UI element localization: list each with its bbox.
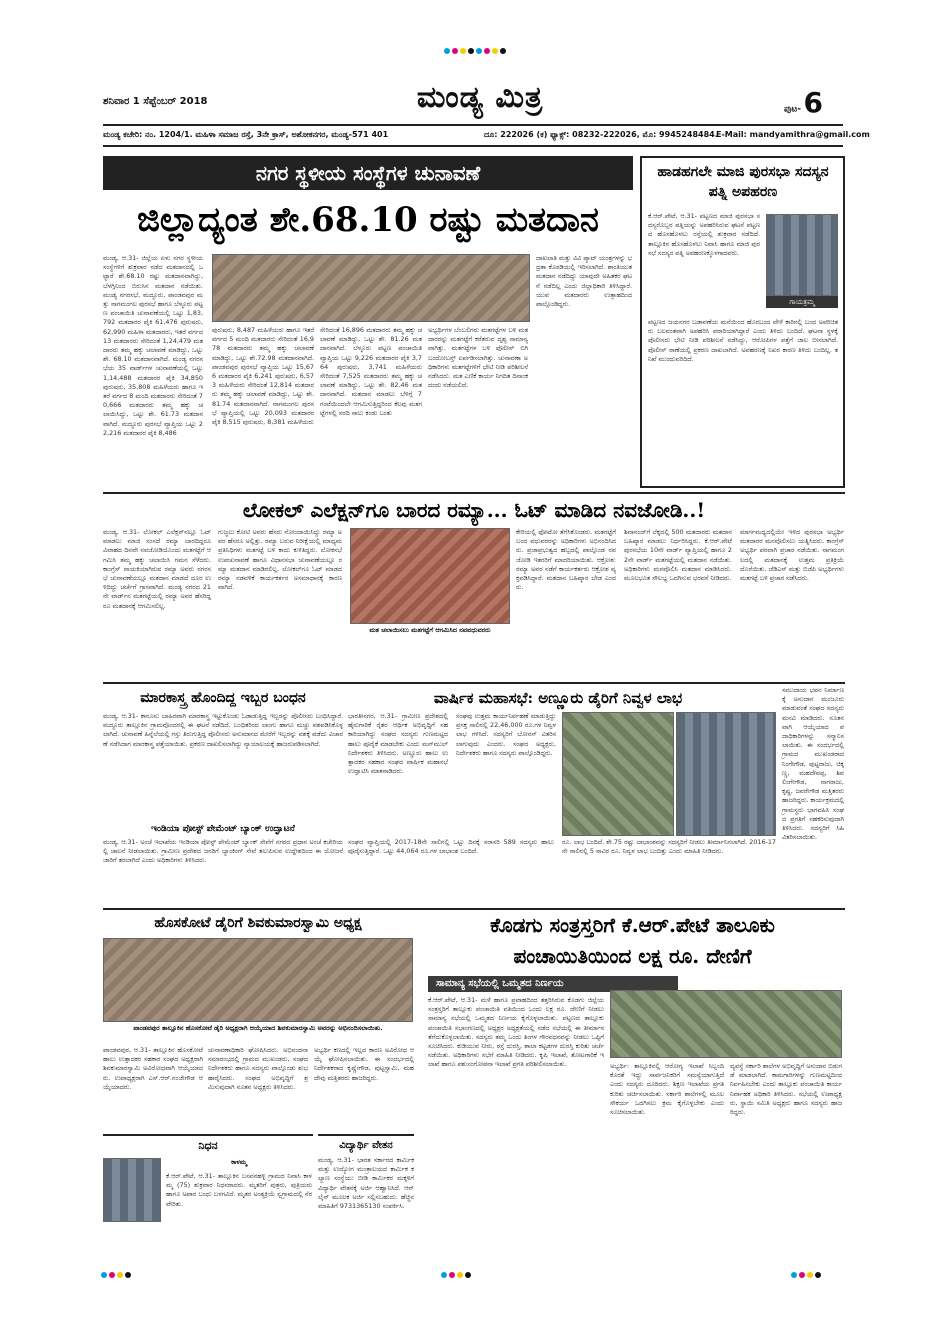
story1-col5: ದಾಖಲಾತಿ ಮತ್ತು ವಿವಿ ಪ್ಯಾಟ್ ಯಂತ್ರಗಳನ್ನು ಭದ್ರತಾ ಕೊಠಡಿಯಲ್ಲಿ ಇರಿಸಲಾಗಿದೆ. ಶಾಂತಿಯುತ ಮತದಾನ ನಡೆದಿದ್ದು ಯಾವುದೇ ಅಹಿತಕರ ಘಟನೆ ನಡೆದಿಲ್ಲ ಎಂದು ಜಿಲ್ಲಾಧಿಕಾರಿ ತಿಳಿಸಿದ್ದಾರೆ. ಯುವ ಮತದಾರರು ಉತ್ಸಾಹದಿಂದ ಪಾಲ್ಗೊಂಡಿದ್ದರು. [536,254,632,309]
story7-text: ಸಮುದಾಯ ಭವನ ನಿರ್ಮಾಣಕ್ಕೆ ಅನುದಾನ ಮಂಜೂರು ಮಾಡುವಂತೆ ಸಂಘದ ಸದಸ್ಯರು ಮನವಿ ಮಾಡಿದರು. ನೂತನವಾಗಿ ಆಯ್ಕೆಯಾದ ಪದಾಧಿಕಾರಿಗಳನ್ನು ಸನ್ಮಾನಿಸಲಾಯಿತು. ಈ ಸಂದರ್ಭದಲ್ಲಿ ಗ್ರಾಮದ ಮುಖಂಡರಾದ ನಿಂಗೇಗೌಡ, ಪುಟ್ಟರಾಜು, ಚಿಕ್ಕಣ್ಣ, ಮಹದೇವಪ್ಪ, ಶಿವಲಿಂಗೇಗೌಡ, ನಾಗರಾಜು, ಕೃಷ್ಣ, ಜವರೇಗೌಡ ಮತ್ತಿತರರು ಹಾಜರಿದ್ದರು. ಕಾರ್ಯಕ್ರಮದಲ್ಲಿ ಗ್ರಾಮಸ್ಥರು ಭಾಗವಹಿಸಿ ಸಂಘದ ಪ್ರಗತಿಗೆ ಸಹಕರಿಸುವುದಾಗಿ ತಿಳಿಸಿದರು. ಸದಸ್ಯರಿಗೆ ಸಿಹಿ ವಿತರಿಸಲಾಯಿತು. [782,686,845,842]
story5-headline: ಹೊಸಕೋಟೆ ಡೈರಿಗೆ ಶಿವಕುಮಾರಸ್ವಾಮಿ ಅಧ್ಯಕ್ಷ [154,915,362,931]
story2-col5: ಮಾರ್ಗಮಧ್ಯದಲ್ಲಿಯೇ ಇಳಿದ ಪುರಸಭಾ ಅಭ್ಯರ್ಥಿ ಮತದಾರರ ಮನವೊಲಿಸಲು ಯತ್ನಿಸಿದರು. ಕಾಂಗ್ರೆಸ್ ಅಭ್ಯರ್ಥಿ ಪರವಾಗಿ ಪ್ರಚಾರ ನಡೆಯಿತು. ನಾಗಮಂಗಲದಲ್ಲಿ ಮತದಾನಕ್ಕೆ ಉತ್ತಮ ಪ್ರತಿಕ್ರಿಯೆ ದೊರೆಯಿತು. ಜೆಡಿಎಸ್ ಮತ್ತು ಬಿಜೆಪಿ ಅಭ್ಯರ್ಥಿಗಳು ಮತಗಟ್ಟೆ ಬಳಿ ಪ್ರಚಾರ ನಡೆಸಿದರು. [740,528,844,583]
story5-photo-caption: ಪಾಂಡವಪುರ ತಾಲ್ಲೂಕಿನ ಹೊಸಕೋಟೆ ಡೈರಿ ಅಧ್ಯಕ್ಷರಾಗಿ ಆಯ್ಕೆಯಾದ ಶಿವಕುಮಾರಸ್ವಾಮಿ ಅವರನ್ನು ಅಭಿನಂದಿಸಲಾಯಿತು. [133,1024,383,1032]
story3-headline: ಮಾರಕಾಸ್ತ್ರ ಹೊಂದಿದ್ದ ಇಬ್ಬರ ಬಂಧನ [140,690,306,706]
sidebar1-text1: ಕೆ.ಆರ್.ಪೇಟೆ, ಆ.31- ಪಟ್ಟಣದ ಮಾಜಿ ಪುರಸಭಾ ಸದಸ್ಯರೊಬ್ಬರ ಪತ್ನಿಯನ್ನು ಅಪಹರಿಸಿರುವ ಘಟನೆ ಪಟ್ಟಣದ ಹೊಸಹೊಳಲು ರಸ್ತೆಯಲ್ಲಿ ಶುಕ್ರವಾರ ನಡೆದಿದೆ. ತಾಲ್ಲೂಕಿನ ಹೊಸಹೊಳಲು ನಿವಾಸಿ ಹಾಗೂ ಮಾಜಿ ಪುರಸಭೆ ಸದಸ್ಯರ ಪತ್ನಿ ಅಪಹರಣಕ್ಕೊಳಗಾದವರು. [648,212,760,257]
sidebar1-headline: ಹಾಡಹಗಲೇ ಮಾಜಿ ಪುರಸಭಾ ಸದಸ್ಯನ ಪತ್ನಿ ಅಪಹರಣ [657,164,829,200]
story3-text: ಮಂಡ್ಯ, ಆ.31- ಕಾನೂನು ಬಾಹಿರವಾಗಿ ಮಾರಕಾಸ್ತ್ರ ಇಟ್ಟುಕೊಂಡು ಓಡಾಡುತ್ತಿದ್ದ ಇಬ್ಬರನ್ನು ಪೊಲೀಸರು ಬಂಧಿಸಿದ್ದಾರೆ. ಮದ್ದೂರು ತಾಲ್ಲೂಕಿನ ಗ್ರಾಮವೊಂದರಲ್ಲಿ ಈ ಘಟನೆ ನಡೆದಿದೆ. ಬಂಧಿತರಿಂದ ಲಾಂಗು ಹಾಗೂ ಮಚ್ಚು ವಶಪಡಿಸಿಕೊಳ್ಳಲಾಗಿದೆ. ಚುನಾವಣೆ ಹಿನ್ನೆಲೆಯಲ್ಲಿ ಗಸ್ತು ತಿರುಗುತ್ತಿದ್ದ ಪೊಲೀಸರು ಅನುಮಾನದ ಮೇರೆಗೆ ಇಬ್ಬರನ್ನು ವಶಕ್ಕೆ ಪಡೆದು ವಿಚಾರಣೆ ನಡೆಸಿದಾಗ ಮಾರಕಾಸ್ತ್ರ ಪತ್ತೆಯಾಯಿತು. ಪ್ರಕರಣ ದಾಖಲಿಸಲಾಗಿದ್ದು ನ್ಯಾಯಾಲಯಕ್ಕೆ ಹಾಜರುಪಡಿಸಲಾಗಿದೆ. [103,712,343,748]
obituary-name: ಕಾಳಮ್ಮ [231,1158,247,1166]
story2-photo-caption: ಮತ ಚಲಾಯಿಸಲು ಮತಗಟ್ಟೆಗೆ ಆಗಮಿಸಿದ ನವವಧುವರರು [369,626,491,634]
sidebar1-text2: ಪಟ್ಟಣದ ಜಯನಗರ ಬಡಾವಣೆಯ ಮನೆಯಿಂದ ಹೊರಬಂದ ವೇಳೆ ಕಾರಿನಲ್ಲಿ ಬಂದ ಅಪರಿಚಿತರು ಬಲವಂತವಾಗಿ ಅಪಹರಿಸಿ ಪರಾರಿಯಾಗಿದ್ದಾರೆ ಎಂದು ತಿಳಿದು ಬಂದಿದೆ. ಘಟನಾ ಸ್ಥಳಕ್ಕೆ ಪೊಲೀಸರು ಭೇಟಿ ನೀಡಿ ಪರಿಶೀಲನೆ ನಡೆಸಿದ್ದು, ಆರೋಪಿಗಳ ಪತ್ತೆಗೆ ಜಾಲ ಬೀಸಲಾಗಿದೆ. ಪೊಲೀಸ್ ಠಾಣೆಯಲ್ಲಿ ಪ್ರಕರಣ ದಾಖಲಾಗಿದೆ. ಅಪಹರಣಕ್ಕೆ ನಿಖರ ಕಾರಣ ತಿಳಿದು ಬಂದಿಲ್ಲ. ತನಿಖೆ ಮುಂದುವರಿದಿದೆ. [648,318,838,363]
story5-photo-group [103,938,413,1022]
story2-photo-couple [350,528,510,624]
registration-dots-bottom-center [440,1271,500,1281]
story2-col4: ಶಿವಾನಂದ್‌ಗೆ ಲೆಕ್ಕದಲ್ಲಿ 500 ಮತದಾರರು ಮತದಾನ ಬಹಿಷ್ಕಾರ ಮಾಡಲು ನಿರ್ಧರಿಸಿದ್ದರು. ಕೆ.ಆರ್.ಪೇಟೆ ಪುರಸಭೆಯ 10ನೇ ವಾರ್ಡ್ ವ್ಯಾಪ್ತಿಯಲ್ಲಿ ಹಾಗೂ 22ನೇ ವಾರ್ಡ್ ಮತಗಟ್ಟೆಯಲ್ಲಿ ಮತದಾನ ನಡೆಯಿತು. ಅಧಿಕಾರಿಗಳು ಮನವೊಲಿಸಿ ಮತದಾನ ಮಾಡಿಸಿದರು. ಮೂಲಭೂತ ಸೌಲಭ್ಯ ಒದಗಿಸುವ ಭರವಸೆ ನೀಡಿದರು. [624,528,732,583]
issue-date: ಶನಿವಾರ 1 ಸೆಪ್ಟೆಂಬರ್ 2018 [103,96,208,107]
story2-col1: ಮಂಡ್ಯ, ಆ.31- ಲೋಕಲ್ ಎಲೆಕ್ಷನ್‌ನಲ್ಲೂ ಓಟ್ ಮಾಡಲು ಮಾಜಿ ಸಂಸದೆ ರಮ್ಯಾ ಬಾರದಿದ್ದರೂ ವಿವಾಹದ ದಿನವೇ ನವಜೋಡಿಯೊಂದು ಮತಗಟ್ಟೆಗೆ ಆಗಮಿಸಿ ತಮ್ಮ ಹಕ್ಕು ಚಲಾಯಿಸಿ ಗಮನ ಸೆಳೆದರು. ಕಾಂಗ್ರೆಸ್ ನಾಯಕಿಯಾಗಿರುವ ರಮ್ಯಾ ಅವರು ನಗರಸಭೆ ಚುನಾವಣೆಯಲ್ಲೂ ಮತದಾನ ಮಾಡದೆ ದೂರ ಉಳಿದಿದ್ದು ಚರ್ಚೆಗೆ ಗ್ರಾಸವಾಗಿದೆ. ಮಂಡ್ಯ ನಗರದ 21ನೇ ವಾರ್ಡ್‌ನ ಮತಗಟ್ಟೆಯಲ್ಲಿ ರಮ್ಯಾ ಅವರ ಹೆಸರಿದ್ದರೂ ಮತದಾನಕ್ಕೆ ಆಗಮಿಸಲಿಲ್ಲ. [103,528,211,610]
sidebar1-photo [766,214,838,296]
page-number: 6 [803,86,823,119]
page-number-box [784,86,844,122]
story2-col3: ಕೇರಿಯಲ್ಲಿ ಫೋಟೋ ತೆಗೆಸಿಕೊಂಡರು. ಮತಗಟ್ಟೆಗೆ ಬಂದ ವಧುವರರನ್ನು ಅಧಿಕಾರಿಗಳು ಅಭಿನಂದಿಸಿದರು. ಪ್ರಜಾಪ್ರಭುತ್ವದ ಹಬ್ಬದಲ್ಲಿ ಪಾಲ್ಗೊಂಡ ನವಜೋಡಿ ಇತರರಿಗೆ ಮಾದರಿಯಾಯಿತು. ಆಕ್ರೋಶ: ರಮ್ಯಾ ಅವರ ನಡೆಗೆ ಕಾರ್ಯಕರ್ತರು ಆಕ್ರೋಶ ವ್ಯಕ್ತಪಡಿಸಿದ್ದಾರೆ. ಮತದಾನ ಬಹಿಷ್ಕಾರ ಬೇಡ ಎಂದರು. [516,528,616,592]
scholarship-text: ಮಂಡ್ಯ, ಆ.31- ಭಾರತ ಸರ್ಕಾರದ ಕಾರ್ಮಿಕ ಮತ್ತು ಉದ್ಯೋಗ ಮಂತ್ರಾಲಯದ ಕಾರ್ಮಿಕ ಕಲ್ಯಾಣ ಸಂಸ್ಥೆಯು ಬೀಡಿ ಕಾರ್ಮಿಕರ ಮಕ್ಕಳಿಗೆ ವಿದ್ಯಾರ್ಥಿ ವೇತನಕ್ಕೆ ಅರ್ಜಿ ಆಹ್ವಾನಿಸಿದೆ. ಆನ್ ಲೈನ್ ಮೂಲಕ ಅರ್ಜಿ ಸಲ್ಲಿಸಬಹುದು. ಹೆಚ್ಚಿನ ಮಾಹಿತಿಗೆ 9731365130 ಸಂಪರ್ಕಿಸಿ. [318,1156,414,1211]
story4-photo-award [676,712,776,836]
registration-dots-bottom-left [100,1271,160,1281]
registration-dots-top [400,47,550,57]
office-email: E-Mail: mandyamithra@gmail.com [716,130,870,139]
story6-photo-meeting-hall [610,990,842,1058]
story1-col2: ಪುರುಷರು, 8,487 ಮಹಿಳೆಯರು ಹಾಗೂ ಇತರೆ ವರ್ಗದ 5 ಮಂದಿ ಮತದಾರರು ಸೇರಿದಂತೆ 16,978 ಮತದಾರರು ತಮ್ಮ ಹಕ್ಕು ಚಲಾವಣೆ ಮಾಡಿದ್ದು, ಒಟ್ಟು ಶೇ.72.98 ಮತದಾನವಾಗಿದೆ. ಪಾಂಡವಪುರ ಪುರಸಭೆ ವ್ಯಾಪ್ತಿಯ ಒಟ್ಟು 15,676 ಮತದಾರರ ಪೈಕಿ 6,241 ಪುರುಷರು, 6,573 ಮಹಿಳೆಯರು ಸೇರಿದಂತೆ 12,814 ಮತದಾರರು ತಮ್ಮ ಹಕ್ಕು ಚಲಾವಣೆ ಮಾಡಿದ್ದು, ಒಟ್ಟು ಶೇ. 81.74 ಮತದಾನವಾಗಿದೆ. ನಾಗಮಂಗಲ ಪುರಸಭೆ ವ್ಯಾಪ್ತಿಯಲ್ಲಿ ಒಟ್ಟು 20,093 ಮತದಾರರ ಪೈಕಿ 8,515 ಪುರುಷರು, 8,381 ಮಹಿಳೆಯರು [212,326,314,427]
story6-col2: ಅಭ್ಯರ್ಥಿ: ತಾಲ್ಲೂಕಿನಲ್ಲಿ ಆರೋಗ್ಯ ಇಲಾಖೆ ಸಿಬ್ಬಂದಿ ಕೊರತೆ ಇದ್ದು ಸಾರ್ವಜನಿಕರಿಗೆ ಸಮಸ್ಯೆಯಾಗುತ್ತಿದೆ ಎಂದು ಸದಸ್ಯರು ದೂರಿದರು. ಶಿಕ್ಷಣ ಇಲಾಖೆಯ ಪ್ರಗತಿ ಕುರಿತು ಚರ್ಚಿಸಲಾಯಿತು. ಸರ್ಕಾರಿ ಶಾಲೆಗಳಲ್ಲಿ ಮೂಲಸೌಕರ್ಯ ಒದಗಿಸಲು ಕ್ರಮ ಕೈಗೊಳ್ಳಬೇಕು ಎಂದು ಸೂಚಿಸಲಾಯಿತು. [610,1062,724,1117]
obituary-section: ನಿಧನ [198,1139,218,1152]
story6-headline-line1: ಕೊಡಗು ಸಂತ್ರಸ್ತರಿಗೆ ಕೆ.ಆರ್.ಪೇಟೆ ತಾಲೂಕು [490,913,775,937]
story1-col4: ಅಭ್ಯರ್ಥಿಗಳ ಬೆಂಬಲಿಗರು ಮತಗಟ್ಟೆಗಳ ಬಳಿ ಮತದಾರರನ್ನು ಮತಗಟ್ಟೆಗೆ ಕರೆತರುವ ದೃಶ್ಯ ಸಾಮಾನ್ಯವಾಗಿತ್ತು. ಮತಗಟ್ಟೆಗಳ ಬಳಿ ಪೊಲೀಸ್ ಬಿಗಿ ಬಂದೋಬಸ್ತ್ ಏರ್ಪಡಿಸಲಾಗಿತ್ತು. ಚುನಾವಣಾ ಅಧಿಕಾರಿಗಳು ಮತಗಟ್ಟೆಗಳಿಗೆ ಭೇಟಿ ನೀಡಿ ಪರಿಶೀಲನೆ ನಡೆಸಿದರು. ಮತ ಎಣಿಕೆ ಕಾರ್ಯ ನಿಗದಿತ ದಿನಾಂಕದಂದು ನಡೆಯಲಿದೆ. [428,326,528,390]
story1-headline: ಜಿಲ್ಲಾದ್ಯಂತ ಶೇ.68.10 ರಷ್ಟು ಮತದಾನ [137,200,599,240]
registration-dots-bottom-right [790,1271,850,1281]
story4-col3: ಸಂಘದ ವ್ಯಾಪ್ತಿಯಲ್ಲಿ 2017-18ನೇ ಸಾಲಿನಲ್ಲಿ ಒಟ್ಟು ದಿನಕ್ಕೆ ಸರಾಸರಿ 589 ಸದಸ್ಯರು ಹಾಲು ಪೂರೈಸುತ್ತಿದ್ದಾರೆ. ಒಟ್ಟು 44,064 ರೂ.ಗಳ ಲಾಭಾಂಶ ಬಂದಿದೆ. [348,838,554,856]
obituary-text: ಕೆ.ಆರ್.ಪೇಟೆ, ಆ.31- ತಾಲ್ಲೂಕಿನ ಬಸವನಹಳ್ಳಿ ಗ್ರಾಮದ ನಿವಾಸಿ ಕಾಳಮ್ಮ (75) ಶುಕ್ರವಾರ ನಿಧನರಾದರು. ಮೃತರಿಗೆ ಪುತ್ರರು, ಪುತ್ರಿಯರು ಹಾಗೂ ಅಪಾರ ಬಂಧು ಬಳಗವಿದೆ. ಮೃತರ ಅಂತ್ಯಕ್ರಿಯೆ ಸ್ವಗ್ರಾಮದಲ್ಲಿ ನೆರವೇರಿತು. [166,1172,312,1208]
story4-col1: ಭಾರತೀನಗರ, ಆ.31- ಗ್ರಾಮೀಣ ಪ್ರದೇಶದಲ್ಲಿ ಹೈನುಗಾರಿಕೆ ರೈತರ ಆರ್ಥಿಕ ಅಭಿವೃದ್ಧಿಗೆ ಸಹಕಾರಿಯಾಗಿದ್ದು ಸಂಘದ ಸದಸ್ಯರು ಗುಣಮಟ್ಟದ ಹಾಲು ಪೂರೈಕೆ ಮಾಡಬೇಕು ಎಂದು ಮನ್‌ಮುಲ್ ನಿರ್ದೇಶಕರು ತಿಳಿಸಿದರು. ಅಣ್ಣೂರು ಹಾಲು ಉತ್ಪಾದಕರ ಸಹಕಾರ ಸಂಘದ ವಾರ್ಷಿಕ ಮಹಾಸಭೆ ಉದ್ಘಾಟಿಸಿ ಮಾತನಾಡಿದರು. [348,712,448,776]
story5-col3: ಅಭ್ಯರ್ಥಿ ಕಣದಲ್ಲಿ ಇಲ್ಲದ ಕಾರಣ ಅವಿರೋಧ ಆಯ್ಕೆ ಘೋಷಿಸಲಾಯಿತು. ಈ ಸಂದರ್ಭದಲ್ಲಿ ನಿರ್ದೇಶಕರಾದ ಕೃಷ್ಣೇಗೌಡ, ಪುಟ್ಟಸ್ವಾಮಿ, ಮಹದೇವು ಮತ್ತಿತರರು ಹಾಜರಿದ್ದರು. [314,1046,414,1082]
page-label: ಪುಟ- [784,104,801,115]
obituary-rule [103,1134,313,1136]
story1-photo-voters-queue [212,254,530,322]
story3-rule-top [103,682,845,684]
office-address: ಮಂಡ್ಯ ಕಚೇರಿ: ನಂ. 1204/1. ಮಹಿಳಾ ಸಮಾಜ ರಸ್ತೆ, 3ನೇ ಕ್ರಾಸ್, ಅಶೋಕನಗರ, ಮಂಡ್ಯ-571 401 [103,130,389,139]
story4-col4: ರೂ. ಲಾಭ ಬಂದಿದೆ. ಶೇ.75 ರಷ್ಟು ಲಾಭಾಂಶವನ್ನು ಸದಸ್ಯರಿಗೆ ನೀಡಲು ತೀರ್ಮಾನಿಸಲಾಗಿದೆ. 2016-17 ನೇ ಸಾಲಿನಲ್ಲಿ 5 ಸಾವಿರ ರೂ. ನಿವ್ವಳ ಲಾಭ ಬಂದಿತ್ತು ಎಂದು ಮಾಹಿತಿ ನೀಡಿದರು. [562,838,776,856]
story1-col1: ಮಂಡ್ಯ, ಆ.31- ಜಿಲ್ಲೆಯ ಏಳು ನಗರ ಸ್ಥಳೀಯ ಸಂಸ್ಥೆಗಳಿಗೆ ಶುಕ್ರವಾರ ನಡೆದ ಮತದಾನದಲ್ಲಿ ಒಟ್ಟಾರೆ ಶೇ.68.10 ರಷ್ಟು ಮತದಾನವಾಗಿದ್ದು, ಬೆಳಗ್ಗಿನಿಂದ ಬಿರುಸಿನ ಮತದಾನ ನಡೆಯಿತು. ಮಂಡ್ಯ ನಗರಸಭೆ, ಮದ್ದೂರು, ಪಾಂಡವಪುರ ಮತ್ತು ನಾಗಮಂಗಲ ಪುರಸಭೆ ಹಾಗೂ ಬೆಳ್ಳೂರು ಪಟ್ಟಣ ಪಂಚಾಯಿತಿ ಚುನಾವಣೆಯಲ್ಲಿ ಒಟ್ಟು 1,83,792 ಮತದಾರರ ಪೈಕಿ 61,476 ಪುರುಷರು, 62,990 ಮಹಿಳಾ ಮತದಾರರು, ಇತರೆ ವರ್ಗದ 13 ಮತದಾರರು ಸೇರಿದಂತೆ 1,24,479 ಮತದಾರರು ತಮ್ಮ ಹಕ್ಕು ಚಲಾವಣೆ ಮಾಡಿದ್ದು, ಒಟ್ಟು ಶೇ. 68.10 ಮತದಾನವಾಗಿದೆ. ಮಂಡ್ಯ ನಗರಸಭೆಯ 35 ವಾರ್ಡ್‌ಗಳ ಚುನಾವಣೆಯಲ್ಲಿ ಒಟ್ಟು 1,14,488 ಮತದಾರರ ಪೈಕಿ 34,850 ಪುರುಷರು, 35,808 ಮಹಿಳೆಯರು ಹಾಗೂ ಇತರೆ ವರ್ಗದ 8 ಮಂದಿ ಮತದಾರರು ಸೇರಿದಂತೆ 70,666 ಮತದಾರರು ತಮ್ಮ ಹಕ್ಕು ಚಲಾಯಿಸಿದ್ದು, ಒಟ್ಟು ಶೇ. 61.73 ಮತದಾನವಾಗಿದೆ. ಮದ್ದೂರು ಪುರಸಭೆ ವ್ಯಾಪ್ತಿಯ ಒಟ್ಟು 22,216 ಮತದಾರರ ಪೈಕಿ 8,486 [103,254,203,437]
header-rule-top [103,124,843,126]
story5-col2: ಚುನಾವಣಾಧಿಕಾರಿ ಘೋಷಿಸಿದರು. ಅಭಿನಂದನಾ ಸಮಾರಂಭದಲ್ಲಿ ಗ್ರಾಮದ ಮುಖಂಡರು, ಸಂಘದ ನಿರ್ದೇಶಕರು ಹಾಗೂ ಸದಸ್ಯರು ಪಾಲ್ಗೊಂಡು ಶುಭ ಹಾರೈಸಿದರು. ಸಂಘದ ಅಭಿವೃದ್ಧಿಗೆ ಶ್ರಮಿಸುವುದಾಗಿ ನೂತನ ಅಧ್ಯಕ್ಷರು ತಿಳಿಸಿದರು. [208,1046,308,1091]
scholarship-headline: ವಿದ್ಯಾರ್ಥಿ ವೇತನ [339,1140,393,1151]
sidebar1-photo-caption: ಗಾಯತ್ರಮ್ಮ [766,296,838,308]
story2-headline: ಲೋಕಲ್ ಎಲೆಕ್ಷನ್‌ಗೂ ಬಾರದ ರಮ್ಯಾ... ಓಟ್ ಮಾಡಿದ ನವಜೋಡಿ..! [242,498,706,522]
scholarship-rule [318,1134,414,1136]
story4-photo-dairy-meeting [562,712,674,836]
story2-col2: ಗುಜ್ಜಲು ಕೋಟಿ ಅವರು ಹೆಸರು ನೋಂದಾಯಿಸಿದ್ದು ರಮ್ಯಾ ಅವರ ಹೆಸರೂ ಅಲ್ಲಿತ್ತು. ರಮ್ಯಾ ಬರುವ ನಿರೀಕ್ಷೆಯಲ್ಲಿ ಮಾಧ್ಯಮ ಪ್ರತಿನಿಧಿಗಳು ಮತಗಟ್ಟೆ ಬಳಿ ಕಾದು ಕುಳಿತಿದ್ದರು. ಲೋಕಸಭೆ ಉಪಚುನಾವಣೆ ಹಾಗೂ ವಿಧಾನಸಭಾ ಚುನಾವಣೆಯಲ್ಲೂ ರಮ್ಯಾ ಮತದಾನ ಮಾಡಿರಲಿಲ್ಲ. ಲೋಕಲ್‌ಗೂ ಓಟ್ ಮಾಡದ ರಮ್ಯಾ ನಡವಳಿಕೆ ಕಾರ್ಯಕರ್ತರ ಅಸಮಾಧಾನಕ್ಕೆ ಕಾರಣವಾಗಿದೆ. [218,528,342,592]
masthead: ಮಂಡ್ಯ ಮಿತ್ರ [416,80,544,115]
story4-headline: ವಾರ್ಷಿಕ ಮಹಾಸಭೆ: ಅಣ್ಣೂರು ಡೈರಿಗೆ ನಿವ್ವಳ ಲಾಭ [433,689,683,707]
story6-col3: ವ್ಯವಸ್ಥೆ ಸರ್ಕಾರಿ ಶಾಲೆಗಳ ಅಭಿವೃದ್ಧಿಗೆ ಅನುದಾನ ಬಿಡುಗಡೆ ಮಾಡಲಾಗಿದೆ. ಕಾಮಗಾರಿಗಳನ್ನು ಗುಣಮಟ್ಟದಿಂದ ನಿರ್ವಹಿಸಬೇಕು ಎಂದು ತಾಲ್ಲೂಕು ಪಂಚಾಯಿತಿ ಕಾರ್ಯನಿರ್ವಾಹಕ ಅಧಿಕಾರಿ ತಿಳಿಸಿದರು. ಸಭೆಯಲ್ಲಿ ಉಪಾಧ್ಯಕ್ಷರು, ಸ್ಥಾಯಿ ಸಮಿತಿ ಅಧ್ಯಕ್ಷರು ಹಾಗೂ ಸದಸ್ಯರು ಹಾಜರಿದ್ದರು. [730,1062,842,1117]
story6-subhead: ಸಾಮಾನ್ಯ ಸಭೆಯಲ್ಲಿ ಒಮ್ಮತದ ನಿರ್ಣಯ [428,976,678,992]
story5-col1: ಪಾಂಡವಪುರ, ಆ.31- ತಾಲ್ಲೂಕಿನ ಹೊಸಕೋಟೆ ಹಾಲು ಉತ್ಪಾದಕರ ಸಹಕಾರ ಸಂಘದ ಅಧ್ಯಕ್ಷರಾಗಿ ಶಿವಕುಮಾರಸ್ವಾಮಿ ಅವಿರೋಧವಾಗಿ ಆಯ್ಕೆಯಾದರು. ಉಪಾಧ್ಯಕ್ಷರಾಗಿ ಎಸ್.ಆರ್.ನಂಜೇಗೌಡ ಆಯ್ಕೆಯಾದರು. [103,1046,203,1091]
office-phones: ದೂ: 222026 (ಕ) ಫ್ಯಾಕ್ಸ್: 08232-222026, ಮೊ: 9945248484. [484,130,718,139]
story3b-text: ಮಂಡ್ಯ, ಆ.31- ಅಂಚೆ ಇಲಾಖೆಯ ಇಂಡಿಯಾ ಪೋಸ್ಟ್ ಪೇಮೆಂಟ್ ಬ್ಯಾಂಕ್ ಸೇವೆಗೆ ನಗರದ ಪ್ರಧಾನ ಅಂಚೆ ಕಚೇರಿಯಲ್ಲಿ ಚಾಲನೆ ನೀಡಲಾಯಿತು. ಗ್ರಾಮೀಣ ಪ್ರದೇಶದ ಜನರಿಗೆ ಬ್ಯಾಂಕಿಂಗ್ ಸೇವೆ ತಲುಪಿಸುವ ಉದ್ದೇಶದಿಂದ ಈ ಯೋಜನೆ ಜಾರಿಗೆ ತರಲಾಗಿದೆ ಎಂದು ಅಧಿಕಾರಿಗಳು ತಿಳಿಸಿದರು. [103,838,343,865]
obituary-photo [103,1158,161,1222]
story6-col1: ಕೆ.ಆರ್.ಪೇಟೆ, ಆ.31- ಮಳೆ ಹಾಗೂ ಪ್ರವಾಹದಿಂದ ತತ್ತರಿಸಿರುವ ಕೊಡಗು ಜಿಲ್ಲೆಯ ಸಂತ್ರಸ್ತರಿಗೆ ತಾಲ್ಲೂಕು ಪಂಚಾಯಿತಿ ವತಿಯಿಂದ ಒಂದು ಲಕ್ಷ ರೂ. ದೇಣಿಗೆ ನೀಡಲು ಸಾಮಾನ್ಯ ಸಭೆಯಲ್ಲಿ ಒಮ್ಮತದ ನಿರ್ಣಯ ಕೈಗೊಳ್ಳಲಾಯಿತು. ಪಟ್ಟಣದ ತಾಲ್ಲೂಕು ಪಂಚಾಯಿತಿ ಸಭಾಂಗಣದಲ್ಲಿ ಅಧ್ಯಕ್ಷರ ಅಧ್ಯಕ್ಷತೆಯಲ್ಲಿ ನಡೆದ ಸಭೆಯಲ್ಲಿ ಈ ತೀರ್ಮಾನ ತೆಗೆದುಕೊಳ್ಳಲಾಯಿತು. ಸದಸ್ಯರು ತಮ್ಮ ಒಂದು ತಿಂಗಳ ಗೌರವಧನವನ್ನು ನೀಡಲು ಒಪ್ಪಿಗೆ ಸೂಚಿಸಿದರು. ಕುಡಿಯುವ ನೀರು, ರಸ್ತೆ ದುರಸ್ತಿ, ಶಾಲಾ ಕಟ್ಟಡಗಳ ದುರಸ್ತಿ ಕುರಿತು ಚರ್ಚೆ ನಡೆಯಿತು. ಅಧಿಕಾರಿಗಳು ಸಭೆಗೆ ಮಾಹಿತಿ ನೀಡಿದರು. ಕೃಷಿ ಇಲಾಖೆ, ತೋಟಗಾರಿಕೆ ಇಲಾಖೆ ಹಾಗೂ ಪಶುಸಂಗೋಪನಾ ಇಲಾಖೆ ಪ್ರಗತಿ ಪರಿಶೀಲಿಸಲಾಯಿತು. [428,996,604,1069]
header-rule-bottom [103,145,843,147]
story4-col2: ಸಂಘವು ಉತ್ತಮ ಕಾರ್ಯನಿರ್ವಹಣೆ ಮಾಡುತ್ತಿದ್ದು ಪ್ರಸಕ್ತ ಸಾಲಿನಲ್ಲಿ 22,46,000 ರೂ.ಗಳ ನಿವ್ವಳ ಲಾಭ ಗಳಿಸಿದೆ. ಸದಸ್ಯರಿಗೆ ಬೋನಸ್ ವಿತರಿಸಲಾಗುವುದು ಎಂದರು. ಸಂಘದ ಅಧ್ಯಕ್ಷರು, ನಿರ್ದೇಶಕರು ಹಾಗೂ ಸದಸ್ಯರು ಪಾಲ್ಗೊಂಡಿದ್ದರು. [456,712,556,757]
story6-headline-line2: ಪಂಚಾಯಿತಿಯಿಂದ ಲಕ್ಷ ರೂ. ದೇಣಿಗೆ [513,944,752,968]
story1-col3: ಸೇರಿದಂತೆ 16,896 ಮತದಾರರು ತಮ್ಮ ಹಕ್ಕು ಚಲಾವಣೆ ಮಾಡಿದ್ದು, ಒಟ್ಟು ಶೇ. 81.26 ಮತದಾನವಾಗಿದೆ. ಬೆಳ್ಳೂರು ಪಟ್ಟಣ ಪಂಚಾಯಿತಿ ವ್ಯಾಪ್ತಿಯ ಒಟ್ಟು 9,226 ಮತದಾರರ ಪೈಕಿ 3,764 ಪುರುಷರು, 3,741 ಮಹಿಳೆಯರು ಸೇರಿದಂತೆ 7,525 ಮತದಾರರು ತಮ್ಮ ಹಕ್ಕು ಚಲಾವಣೆ ಮಾಡಿದ್ದು, ಒಟ್ಟು ಶೇ. 82.46 ಮತದಾನವಾಗಿದೆ. ಮತದಾನ ಮಾಡಲು ಬೆಳಿಗ್ಗೆ 7 ಗಂಟೆಯಿಂದಲೇ ಆಗಮಿಸುತ್ತಿದ್ದರಿಂದ ಕೆಲವು ಮತಗಟ್ಟೆಗಳಲ್ಲಿ ಸರದಿ ಸಾಲು ಕಂಡು ಬಂತು [320,326,422,417]
story3b-headline: ಇಂಡಿಯಾ ಪೋಸ್ಟ್ ಪೇಮೆಂಟ್ ಬ್ಯಾಂಕ್ ಉದ್ಘಾಟನೆ [151,824,295,834]
story1-kicker: ನಗರ ಸ್ಥಳೀಯ ಸಂಸ್ಥೆಗಳ ಚುನಾವಣೆ [103,156,633,190]
